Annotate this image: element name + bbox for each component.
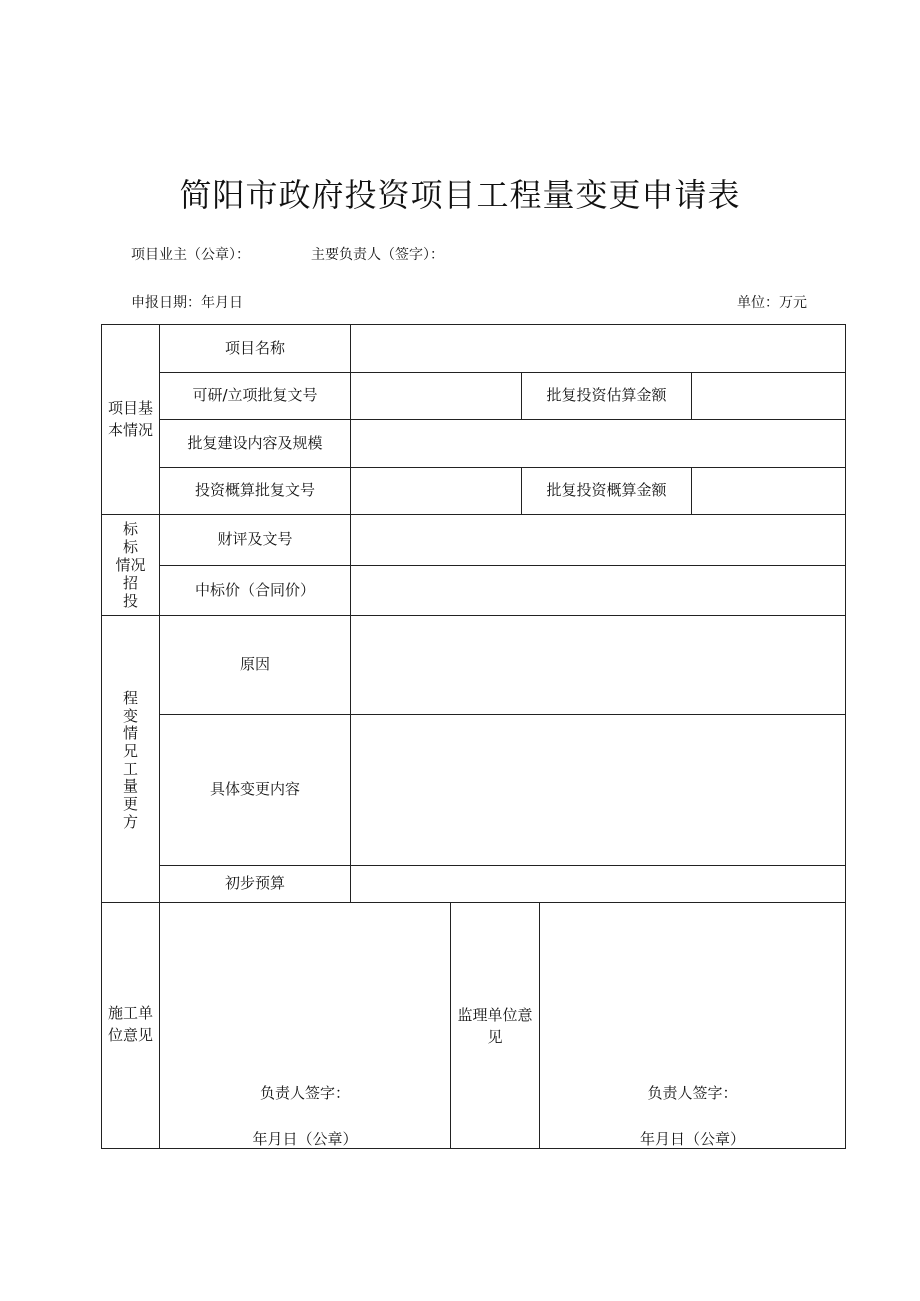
- label-review-doc-no: 财评及文号: [217, 530, 293, 549]
- label-char: 招: [122, 574, 138, 592]
- label-char: 兄: [122, 742, 138, 761]
- field-budget-approval-doc-no[interactable]: [351, 468, 521, 514]
- page-title: 简阳市政府投资项目工程量变更申请表: [179, 176, 741, 214]
- label-char: 量: [122, 777, 138, 796]
- table-border-right: [845, 324, 846, 1149]
- field-approved-estimate-amount[interactable]: [692, 373, 845, 419]
- label-approved-budget-amount: 批复投资概算金额: [546, 481, 667, 500]
- contractor-sign-label: 负责人签字：: [259, 1084, 350, 1102]
- label-preliminary-budget: 初步预算: [224, 874, 285, 893]
- label-char: 情: [122, 724, 138, 743]
- field-project-name[interactable]: [351, 325, 845, 372]
- label-approved-content-scale: 批复建设内容及规模: [187, 433, 323, 452]
- label-char: 标: [122, 520, 138, 538]
- date-label: 申报日期：年月日: [131, 295, 243, 311]
- label-char: 标: [122, 538, 138, 556]
- label-char: 情况: [115, 556, 146, 574]
- label-char: 程: [122, 689, 138, 707]
- field-approval-doc-no[interactable]: [351, 373, 521, 419]
- label-char: 变: [122, 706, 138, 725]
- responsible-label: 主要负责人（签字）：: [311, 247, 444, 263]
- field-approved-budget-amount[interactable]: [692, 468, 845, 514]
- section-bidding-label: [102, 520, 159, 610]
- field-contractor-opinion[interactable]: [160, 903, 450, 1073]
- label-reason: 原因: [239, 655, 270, 674]
- contractor-date-label: 年月日（公章）: [252, 1130, 358, 1148]
- label-approved-estimate-amount: 批复投资估算金额: [546, 386, 667, 405]
- label-budget-approval-doc-no: 投资概算批复文号: [194, 481, 315, 500]
- label-winning-price: 中标价（合同价）: [194, 580, 315, 599]
- field-supervisor-opinion[interactable]: [540, 903, 845, 1073]
- field-preliminary-budget[interactable]: [351, 866, 845, 902]
- unit-label: 单位：万元: [737, 295, 807, 311]
- contractor-opinion-label: 施工单位意见: [107, 1004, 153, 1044]
- label-approval-doc-no: 可研/立项批复文号: [192, 386, 318, 405]
- label-char: 投: [122, 592, 138, 610]
- field-change-details[interactable]: [351, 715, 845, 865]
- field-review-doc-no[interactable]: [351, 515, 845, 565]
- label-change-details: 具体变更内容: [209, 780, 300, 799]
- field-approved-content-scale[interactable]: [351, 420, 845, 467]
- field-winning-price[interactable]: [351, 566, 845, 615]
- label-char: 工: [122, 759, 138, 778]
- field-reason[interactable]: [351, 616, 845, 714]
- section-change-label: [102, 690, 159, 832]
- supervisor-date-label: 年月日（公章）: [639, 1130, 745, 1148]
- label-project-name: 项目名称: [224, 338, 285, 357]
- supervisor-opinion-label: 监理单位意见: [457, 1006, 533, 1046]
- label-char: 更: [122, 795, 138, 814]
- supervisor-sign-label: 负责人签字：: [647, 1084, 738, 1102]
- label-char: 方: [122, 812, 138, 831]
- owner-label: 项目业主（公章）：: [131, 247, 250, 263]
- section-basic-label: 项目基本情况: [107, 398, 153, 439]
